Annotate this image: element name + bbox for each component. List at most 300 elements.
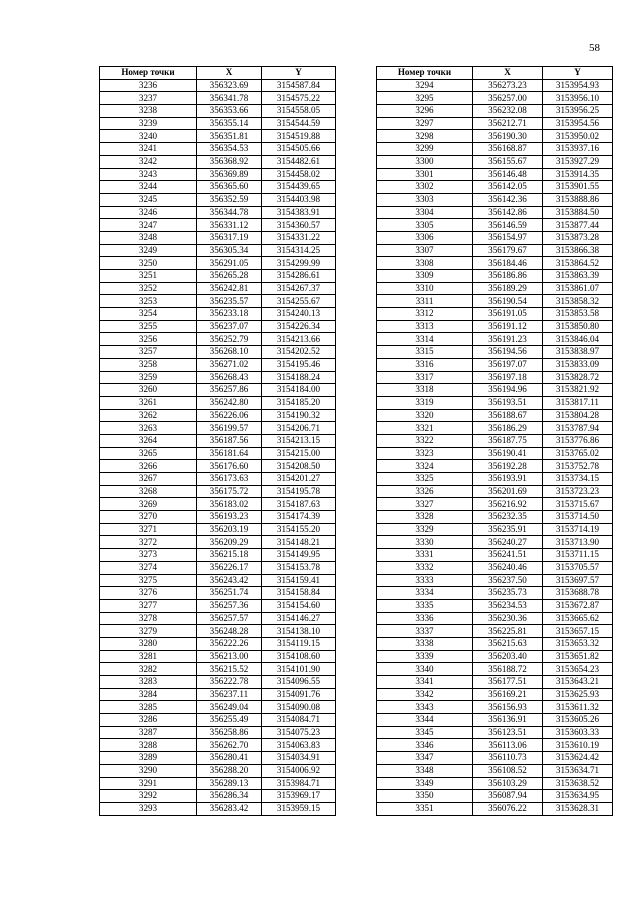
cell-x: 356353.66 — [197, 105, 262, 118]
cell-point-number: 3239 — [100, 117, 197, 130]
cell-x: 356368.92 — [197, 155, 262, 168]
cell-x: 356323.69 — [197, 79, 262, 92]
cell-y: 3154587.84 — [262, 79, 336, 92]
cell-y: 3153838.97 — [543, 346, 613, 359]
cell-x: 356113.06 — [473, 739, 543, 752]
cell-x: 356169.21 — [473, 688, 543, 701]
cell-y: 3154119.15 — [262, 637, 336, 650]
table-row — [377, 105, 613, 118]
table-row — [377, 802, 613, 815]
cell-x: 356258.86 — [197, 726, 262, 739]
cell-point-number: 3283 — [100, 676, 197, 689]
cell-point-number: 3332 — [377, 561, 473, 574]
cell-y: 3153611.32 — [543, 701, 613, 714]
cell-x: 356271.02 — [197, 358, 262, 371]
cell-y: 3153884.50 — [543, 206, 613, 219]
cell-x: 356257.00 — [473, 92, 543, 105]
table-row — [100, 714, 336, 727]
cell-point-number: 3262 — [100, 409, 197, 422]
header-y: Y — [262, 67, 336, 80]
cell-point-number: 3297 — [377, 117, 473, 130]
table-row — [377, 282, 613, 295]
cell-y: 3154091.76 — [262, 688, 336, 701]
cell-point-number: 3264 — [100, 434, 197, 447]
cell-y: 3154195.46 — [262, 358, 336, 371]
cell-point-number: 3334 — [377, 587, 473, 600]
table-row — [100, 117, 336, 130]
cell-point-number: 3319 — [377, 396, 473, 409]
table-row — [100, 485, 336, 498]
coordinates-table-left — [99, 66, 336, 816]
cell-x: 356087.94 — [473, 790, 543, 803]
cell-point-number: 3251 — [100, 270, 197, 283]
cell-x: 356240.46 — [473, 561, 543, 574]
table-row — [377, 409, 613, 422]
table-row — [377, 523, 613, 536]
cell-y: 3153711.15 — [543, 549, 613, 562]
table-row — [377, 143, 613, 156]
cell-point-number: 3267 — [100, 473, 197, 486]
cell-point-number: 3259 — [100, 371, 197, 384]
cell-y: 3153846.04 — [543, 333, 613, 346]
cell-point-number: 3296 — [377, 105, 473, 118]
table-row — [100, 295, 336, 308]
cell-x: 356191.12 — [473, 320, 543, 333]
table-row — [377, 612, 613, 625]
cell-y: 3154034.91 — [262, 752, 336, 765]
cell-x: 356268.10 — [197, 346, 262, 359]
cell-x: 356142.36 — [473, 193, 543, 206]
cell-point-number: 3311 — [377, 295, 473, 308]
page-number: 58 — [589, 42, 600, 54]
cell-x: 356352.59 — [197, 193, 262, 206]
cell-x: 356331.12 — [197, 219, 262, 232]
cell-y: 3153610.19 — [543, 739, 613, 752]
table-row — [100, 257, 336, 270]
table-row — [377, 320, 613, 333]
table-row — [377, 511, 613, 524]
cell-y: 3153866.38 — [543, 244, 613, 257]
cell-x: 356179.67 — [473, 244, 543, 257]
table-row — [100, 193, 336, 206]
cell-point-number: 3290 — [100, 764, 197, 777]
cell-point-number: 3331 — [377, 549, 473, 562]
table-body-left — [100, 79, 336, 815]
table-row — [377, 549, 613, 562]
cell-x: 356252.79 — [197, 333, 262, 346]
cell-x: 356146.59 — [473, 219, 543, 232]
cell-x: 356215.63 — [473, 637, 543, 650]
cell-point-number: 3299 — [377, 143, 473, 156]
cell-y: 3154155.20 — [262, 523, 336, 536]
table-row — [377, 561, 613, 574]
cell-point-number: 3241 — [100, 143, 197, 156]
cell-y: 3154544.59 — [262, 117, 336, 130]
cell-point-number: 3272 — [100, 536, 197, 549]
cell-y: 3153734.15 — [543, 473, 613, 486]
cell-x: 356188.72 — [473, 663, 543, 676]
table-row — [377, 790, 613, 803]
table-row — [377, 384, 613, 397]
table-row — [377, 206, 613, 219]
cell-y: 3154096.55 — [262, 676, 336, 689]
cell-x: 356187.75 — [473, 434, 543, 447]
table-row — [100, 168, 336, 181]
cell-x: 356186.29 — [473, 422, 543, 435]
cell-x: 356175.72 — [197, 485, 262, 498]
cell-y: 3153956.25 — [543, 105, 613, 118]
cell-y: 3154215.00 — [262, 447, 336, 460]
cell-point-number: 3278 — [100, 612, 197, 625]
cell-x: 356268.43 — [197, 371, 262, 384]
cell-x: 356142.86 — [473, 206, 543, 219]
cell-y: 3154331.22 — [262, 231, 336, 244]
cell-point-number: 3286 — [100, 714, 197, 727]
table-row — [377, 536, 613, 549]
cell-point-number: 3247 — [100, 219, 197, 232]
table-row — [100, 181, 336, 194]
cell-y: 3154158.84 — [262, 587, 336, 600]
table-row — [100, 498, 336, 511]
cell-y: 3154383.91 — [262, 206, 336, 219]
cell-x: 356136.91 — [473, 714, 543, 727]
cell-point-number: 3246 — [100, 206, 197, 219]
table-row — [377, 587, 613, 600]
header-point-number: Номер точки — [377, 67, 473, 80]
cell-y: 3153861.07 — [543, 282, 613, 295]
cell-point-number: 3281 — [100, 650, 197, 663]
cell-x: 356191.05 — [473, 308, 543, 321]
table-row — [100, 587, 336, 600]
cell-point-number: 3277 — [100, 599, 197, 612]
cell-y: 3154575.22 — [262, 92, 336, 105]
cell-point-number: 3270 — [100, 511, 197, 524]
cell-y: 3153864.52 — [543, 257, 613, 270]
table-row — [100, 523, 336, 536]
header-point-number: Номер точки — [100, 67, 197, 80]
cell-y: 3153850.80 — [543, 320, 613, 333]
cell-x: 356291.05 — [197, 257, 262, 270]
cell-y: 3153723.23 — [543, 485, 613, 498]
cell-point-number: 3333 — [377, 574, 473, 587]
table-row — [100, 143, 336, 156]
cell-x: 356123.51 — [473, 726, 543, 739]
table-row — [100, 701, 336, 714]
cell-y: 3154458.02 — [262, 168, 336, 181]
cell-x: 356108.52 — [473, 764, 543, 777]
table-row — [100, 764, 336, 777]
cell-y: 3153628.31 — [543, 802, 613, 815]
cell-point-number: 3249 — [100, 244, 197, 257]
cell-x: 356257.86 — [197, 384, 262, 397]
table-row — [100, 574, 336, 587]
cell-x: 356209.29 — [197, 536, 262, 549]
cell-x: 356189.29 — [473, 282, 543, 295]
table-row — [100, 536, 336, 549]
cell-y: 3153828.72 — [543, 371, 613, 384]
cell-x: 356365.60 — [197, 181, 262, 194]
cell-y: 3154187.63 — [262, 498, 336, 511]
cell-point-number: 3312 — [377, 308, 473, 321]
cell-y: 3153651.82 — [543, 650, 613, 663]
table-row — [100, 637, 336, 650]
cell-point-number: 3339 — [377, 650, 473, 663]
table-row — [377, 726, 613, 739]
table-row — [377, 447, 613, 460]
table-row — [377, 219, 613, 232]
cell-x: 356215.18 — [197, 549, 262, 562]
cell-point-number: 3301 — [377, 168, 473, 181]
table-row — [100, 434, 336, 447]
cell-x: 356242.80 — [197, 396, 262, 409]
table-row — [100, 663, 336, 676]
table-row — [100, 92, 336, 105]
cell-x: 356354.53 — [197, 143, 262, 156]
cell-point-number: 3261 — [100, 396, 197, 409]
cell-x: 356265.28 — [197, 270, 262, 283]
table-row — [100, 625, 336, 638]
cell-point-number: 3308 — [377, 257, 473, 270]
cell-point-number: 3321 — [377, 422, 473, 435]
table-row — [377, 422, 613, 435]
cell-y: 3153713.90 — [543, 536, 613, 549]
cell-point-number: 3326 — [377, 485, 473, 498]
table-row — [100, 599, 336, 612]
cell-x: 356176.60 — [197, 460, 262, 473]
cell-x: 356191.23 — [473, 333, 543, 346]
cell-point-number: 3236 — [100, 79, 197, 92]
table-row — [377, 130, 613, 143]
cell-point-number: 3284 — [100, 688, 197, 701]
cell-point-number: 3252 — [100, 282, 197, 295]
cell-x: 356190.54 — [473, 295, 543, 308]
table-row — [377, 485, 613, 498]
cell-x: 356213.00 — [197, 650, 262, 663]
cell-x: 356237.50 — [473, 574, 543, 587]
cell-y: 3154188.24 — [262, 371, 336, 384]
cell-x: 356216.92 — [473, 498, 543, 511]
cell-x: 356243.42 — [197, 574, 262, 587]
cell-point-number: 3293 — [100, 802, 197, 815]
cell-x: 356186.86 — [473, 270, 543, 283]
cell-point-number: 3341 — [377, 676, 473, 689]
cell-x: 356351.81 — [197, 130, 262, 143]
cell-x: 356226.17 — [197, 561, 262, 574]
cell-x: 356193.91 — [473, 473, 543, 486]
cell-x: 356226.06 — [197, 409, 262, 422]
cell-point-number: 3316 — [377, 358, 473, 371]
cell-point-number: 3256 — [100, 333, 197, 346]
table-row — [100, 447, 336, 460]
table-row — [377, 688, 613, 701]
cell-x: 356168.87 — [473, 143, 543, 156]
cell-x: 356232.08 — [473, 105, 543, 118]
cell-y: 3154299.99 — [262, 257, 336, 270]
cell-y: 3153705.57 — [543, 561, 613, 574]
cell-point-number: 3285 — [100, 701, 197, 714]
cell-y: 3153714.19 — [543, 523, 613, 536]
cell-point-number: 3268 — [100, 485, 197, 498]
cell-point-number: 3324 — [377, 460, 473, 473]
table-row — [100, 752, 336, 765]
cell-x: 356369.89 — [197, 168, 262, 181]
table-row — [377, 752, 613, 765]
cell-y: 3154482.61 — [262, 155, 336, 168]
table-row — [100, 270, 336, 283]
cell-point-number: 3314 — [377, 333, 473, 346]
cell-y: 3154208.50 — [262, 460, 336, 473]
cell-x: 356249.04 — [197, 701, 262, 714]
table-row — [377, 244, 613, 257]
table-row — [377, 650, 613, 663]
cell-y: 3154148.21 — [262, 536, 336, 549]
cell-y: 3153787.94 — [543, 422, 613, 435]
cell-x: 356255.49 — [197, 714, 262, 727]
cell-y: 3154154.60 — [262, 599, 336, 612]
cell-x: 356273.23 — [473, 79, 543, 92]
cell-point-number: 3266 — [100, 460, 197, 473]
cell-point-number: 3242 — [100, 155, 197, 168]
cell-point-number: 3282 — [100, 663, 197, 676]
cell-y: 3154314.25 — [262, 244, 336, 257]
cell-x: 356235.91 — [473, 523, 543, 536]
table-row — [100, 802, 336, 815]
cell-y: 3154213.15 — [262, 434, 336, 447]
cell-point-number: 3302 — [377, 181, 473, 194]
table-row — [377, 574, 613, 587]
cell-y: 3153821.92 — [543, 384, 613, 397]
table-row — [100, 155, 336, 168]
cell-y: 3153672.87 — [543, 599, 613, 612]
cell-point-number: 3329 — [377, 523, 473, 536]
cell-y: 3154146.27 — [262, 612, 336, 625]
cell-point-number: 3335 — [377, 599, 473, 612]
cell-point-number: 3274 — [100, 561, 197, 574]
cell-x: 356076.22 — [473, 802, 543, 815]
cell-y: 3154101.90 — [262, 663, 336, 676]
cell-y: 3154190.32 — [262, 409, 336, 422]
cell-point-number: 3337 — [377, 625, 473, 638]
cell-x: 356280.41 — [197, 752, 262, 765]
cell-point-number: 3322 — [377, 434, 473, 447]
table-row — [377, 308, 613, 321]
table-row — [100, 358, 336, 371]
cell-x: 356103.29 — [473, 777, 543, 790]
cell-x: 356230.36 — [473, 612, 543, 625]
table-row — [100, 422, 336, 435]
header-y: Y — [543, 67, 613, 80]
header-x: X — [473, 67, 543, 80]
cell-x: 356193.23 — [197, 511, 262, 524]
cell-point-number: 3300 — [377, 155, 473, 168]
cell-x: 356235.57 — [197, 295, 262, 308]
cell-y: 3153605.26 — [543, 714, 613, 727]
cell-y: 3153697.57 — [543, 574, 613, 587]
cell-point-number: 3257 — [100, 346, 197, 359]
table-row — [377, 739, 613, 752]
cell-x: 356317.19 — [197, 231, 262, 244]
cell-y: 3153853.58 — [543, 308, 613, 321]
cell-y: 3153603.33 — [543, 726, 613, 739]
cell-x: 356248.28 — [197, 625, 262, 638]
cell-x: 356156.93 — [473, 701, 543, 714]
table-row — [100, 130, 336, 143]
cell-point-number: 3320 — [377, 409, 473, 422]
header-x: X — [197, 67, 262, 80]
table-row — [100, 219, 336, 232]
cell-x: 356305.34 — [197, 244, 262, 257]
cell-point-number: 3238 — [100, 105, 197, 118]
table-row — [377, 257, 613, 270]
cell-point-number: 3318 — [377, 384, 473, 397]
cell-y: 3153643.21 — [543, 676, 613, 689]
cell-point-number: 3288 — [100, 739, 197, 752]
cell-point-number: 3349 — [377, 777, 473, 790]
cell-y: 3154226.34 — [262, 320, 336, 333]
table-row — [100, 371, 336, 384]
table-row — [100, 206, 336, 219]
table-row — [377, 637, 613, 650]
cell-x: 356222.78 — [197, 676, 262, 689]
cell-x: 356155.67 — [473, 155, 543, 168]
table-row — [377, 155, 613, 168]
cell-x: 356203.40 — [473, 650, 543, 663]
cell-y: 3153715.67 — [543, 498, 613, 511]
cell-y: 3154184.00 — [262, 384, 336, 397]
table-row — [377, 371, 613, 384]
cell-point-number: 3255 — [100, 320, 197, 333]
table-row — [377, 181, 613, 194]
cell-y: 3153888.86 — [543, 193, 613, 206]
cell-point-number: 3263 — [100, 422, 197, 435]
cell-y: 3153654.23 — [543, 663, 613, 676]
table-row — [377, 117, 613, 130]
table-row — [377, 79, 613, 92]
table-row — [377, 498, 613, 511]
cell-point-number: 3258 — [100, 358, 197, 371]
cell-point-number: 3253 — [100, 295, 197, 308]
cell-y: 3153863.39 — [543, 270, 613, 283]
cell-x: 356286.34 — [197, 790, 262, 803]
cell-y: 3154006.92 — [262, 764, 336, 777]
cell-point-number: 3289 — [100, 752, 197, 765]
table-row — [377, 460, 613, 473]
table-row — [377, 333, 613, 346]
cell-point-number: 3240 — [100, 130, 197, 143]
cell-y: 3153634.71 — [543, 764, 613, 777]
cell-x: 356288.20 — [197, 764, 262, 777]
cell-point-number: 3254 — [100, 308, 197, 321]
cell-point-number: 3327 — [377, 498, 473, 511]
cell-x: 356199.57 — [197, 422, 262, 435]
table-header-row — [100, 67, 336, 80]
cell-x: 356142.05 — [473, 181, 543, 194]
cell-y: 3154213.66 — [262, 333, 336, 346]
table-row — [377, 714, 613, 727]
cell-y: 3153657.15 — [543, 625, 613, 638]
cell-y: 3154195.78 — [262, 485, 336, 498]
cell-y: 3153901.55 — [543, 181, 613, 194]
cell-point-number: 3310 — [377, 282, 473, 295]
table-row — [100, 739, 336, 752]
cell-point-number: 3248 — [100, 231, 197, 244]
coordinates-table-right — [376, 66, 613, 816]
cell-x: 356110.73 — [473, 752, 543, 765]
cell-y: 3154202.52 — [262, 346, 336, 359]
cell-x: 356188.67 — [473, 409, 543, 422]
cell-y: 3153688.78 — [543, 587, 613, 600]
cell-point-number: 3315 — [377, 346, 473, 359]
